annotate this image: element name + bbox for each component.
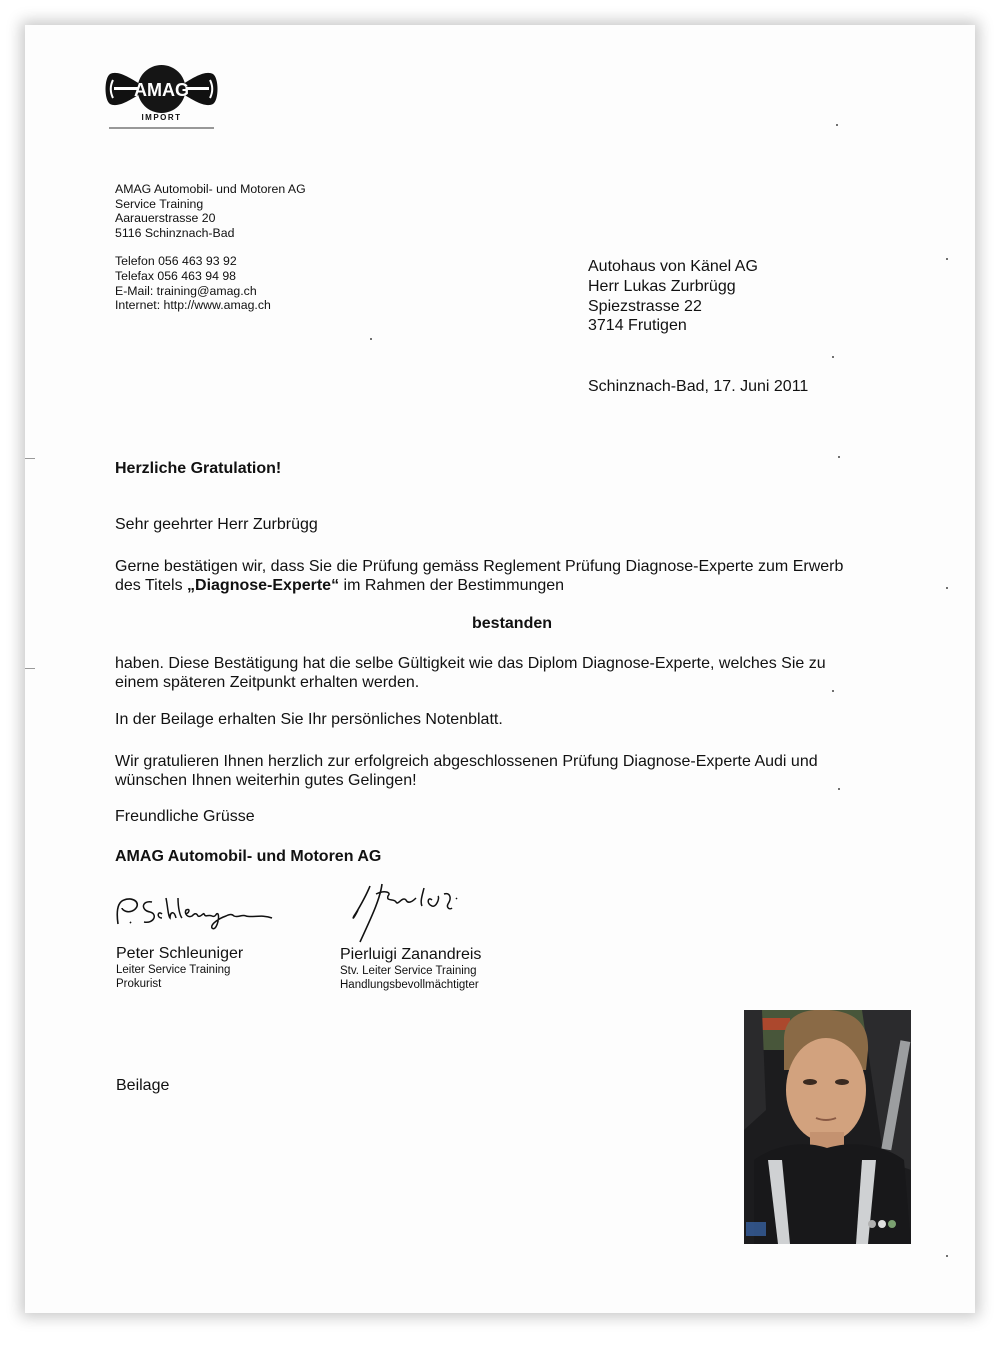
handwritten-signature-icon — [340, 880, 490, 946]
paragraph-line: haben. Diese Bestätigung hat die selbe Gültigkeit wie das Diplom Diagnose-Experte, welches Sie zu — [115, 655, 826, 672]
signatory-title: Leiter Service Training — [116, 964, 231, 976]
sender-department: Service Training — [115, 196, 204, 211]
signatory-authority: Prokurist — [116, 978, 162, 990]
paragraph-line: Wir gratulieren Ihnen herzlich zur erfolgreich abgeschlossenen Prüfung Diagnose-Experte Audi und — [115, 753, 818, 770]
scan-speck — [946, 587, 948, 589]
salutation: Sehr geehrter Herr Zurbrügg — [115, 516, 318, 533]
paragraph-confirmation — [115, 558, 915, 595]
scan-speck — [836, 124, 838, 126]
signatory-name: Peter Schleuniger — [116, 945, 244, 962]
fold-mark — [25, 668, 35, 669]
paragraph-line: Gerne bestätigen wir, dass Sie die Prüfung gemäss Reglement Prüfung Diagnose-Experte zum Erwerb — [115, 558, 844, 575]
recipient-city: 3714 Frutigen — [588, 317, 687, 335]
signature-schleuniger — [112, 888, 302, 938]
sender-address-block — [115, 182, 306, 313]
paragraph-line — [115, 577, 915, 596]
sender-phone: Telefon 056 463 93 92 — [115, 254, 237, 269]
amag-import-logo — [104, 64, 219, 130]
closing: Freundliche Grüsse — [115, 808, 255, 825]
paragraph-validity — [115, 655, 915, 692]
signatory-title: Stv. Leiter Service Training — [340, 965, 477, 977]
portrait-photo — [744, 1010, 911, 1244]
text-span: des Titels — [115, 576, 188, 594]
person-portrait-icon — [744, 1010, 911, 1244]
scan-speck — [838, 456, 840, 458]
amag-logo-icon — [104, 64, 219, 130]
scan-speck — [370, 338, 372, 340]
recipient-name: Herr Lukas Zurbrügg — [588, 277, 736, 295]
text-span: im Rahmen der Bestimmungen — [339, 576, 565, 594]
sender-street: Aarauerstrasse 20 — [115, 211, 216, 226]
paragraph-line: einem späteren Zeitpunkt erhalten werden. — [115, 673, 420, 691]
exam-result: bestanden — [472, 615, 553, 632]
recipient-address-block — [588, 257, 758, 336]
paragraph-enclosure: In der Beilage erhalten Sie Ihr persönliches Notenblatt. — [115, 711, 503, 728]
paragraph-line: wünschen Ihnen weiterhin gutes Gelingen! — [115, 771, 417, 789]
paragraph-congratulation — [115, 753, 915, 790]
signatory-2 — [340, 946, 481, 992]
sender-company: AMAG Automobil- und Motoren AG — [115, 182, 306, 196]
scan-speck — [946, 258, 948, 260]
svg-text:IMPORT: IMPORT — [141, 113, 182, 122]
svg-text:AMAG: AMAG — [134, 80, 189, 100]
sender-city: 5116 Schinznach-Bad — [115, 225, 235, 240]
fold-mark — [25, 458, 35, 459]
letter-subject: Herzliche Gratulation! — [115, 460, 282, 477]
signing-company: AMAG Automobil- und Motoren AG — [115, 848, 382, 865]
signature-zanandreis — [340, 880, 490, 946]
sender-email: E-Mail: training@amag.ch — [115, 283, 257, 298]
sender-website: Internet: http://www.amag.ch — [115, 298, 271, 313]
place-and-date: Schinznach-Bad, 17. Juni 2011 — [588, 378, 809, 395]
signatory-name: Pierluigi Zanandreis — [340, 946, 482, 963]
signatory-1 — [116, 945, 243, 991]
scan-speck — [832, 356, 834, 358]
recipient-company: Autohaus von Känel AG — [588, 258, 758, 275]
sender-fax: Telefax 056 463 94 98 — [115, 268, 237, 283]
signatory-authority: Handlungsbevollmächtigter — [340, 979, 479, 991]
scan-speck — [946, 1255, 948, 1257]
enclosure-label: Beilage — [116, 1077, 170, 1094]
handwritten-signature-icon — [112, 888, 302, 938]
title-name: „Diagnose-Experte“ — [187, 576, 340, 594]
recipient-street: Spiezstrasse 22 — [588, 297, 702, 315]
